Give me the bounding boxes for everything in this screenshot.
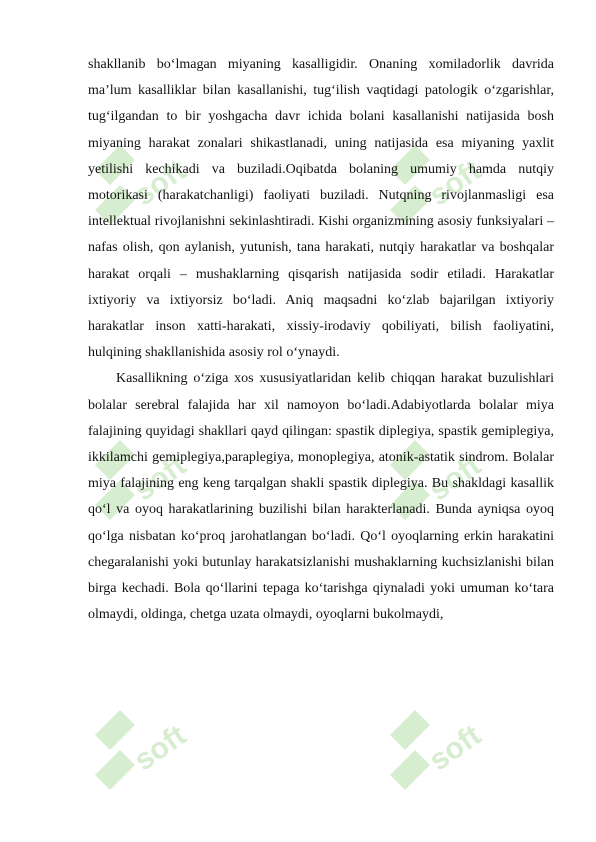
- paragraph: shakllanib bo‘lmagan miyaning kasalligidir. Onaning xomiladorlik davrida ma’lum kasalliklar bilan kasallanishi, tug‘ilish vaqtidagi patologik o‘zgarishlar, tug‘ilgandan to bir yoshgacha davr ichida bolani kasallanishi natijasida bosh miyaning harakat zonalari shikastlanadi, uning natijasida esa miyaning yaxlit yetilishi kechikadi va buziladi.Oqibatda bolaning umumiy hamda nutqiy motorikasi (harakatchanligi) faoliyati buziladi. Nutqning rivojlanmasligi esa intellektual rivojlanishni sekinlashtiradi. Kishi organizmining asosiy funksiyalari – nafas olish, qon aylanish, yutunish, tana harakati, nutqiy harakatlar va boshqalar harakat orqali – mushaklarning qisqarish natijasida sodir etiladi. Harakatlar ixtiyoriy va ixtiyorsiz bo‘ladi. Aniq maqsadni ko‘zlab bajarilgan ixtiyoriy harakatlar inson xatti-harakati, xissiy-irodaviy qobiliyati, bilish faoliyatini, hulqining shakllanishida asosiy rol o‘ynaydi.: [88, 57, 554, 361]
- svg-text:soft: soft: [423, 448, 488, 508]
- document-body: [88, 52, 554, 628]
- svg-text:soft: soft: [128, 153, 193, 213]
- svg-text:soft: soft: [423, 718, 488, 778]
- svg-text:soft: soft: [128, 448, 193, 508]
- svg-text:soft: soft: [128, 718, 193, 778]
- svg-text:soft: soft: [423, 153, 488, 213]
- watermark-logo: [75, 665, 205, 815]
- watermark-logo: [370, 665, 500, 815]
- paragraph: Kasallikning o‘ziga xos xususiyatlaridan kelib chiqqan harakat buzulishlari bolalar serebral falajida har xil namoyon bo‘ladi.Adabiyotlarda bolalar miya falajining quyidagi shakllari qayd qilingan: spastik diplegiya, spastik gemiplegiya, ikkilamchi gemiplegiya,paraplegiya, monoplegiya, atonik-astatik sindrom. Bolalar miya falajining eng keng tarqalgan shakli spastik diplegiya. Bu shakldagi kasallik qo‘l va oyoq harakatlarining buzilishi bilan harakterlanadi. Bunda ayniqsa oyoq qo‘lga nisbatan ko‘proq jarohatlangan bo‘ladi. Qo‘l oyoqlarning erkin harakatini chegaralanishi yoki butunlay harakatsizlanishi mushaklarning kuchsizlanishi bilan birga kechadi. Bola qo‘llarini tepaga ko‘tarishga qiynaladi yoki umuman ko‘tara olmaydi, oldinga, chetga uzata olmaydi, oyoqlarni bukolmaydi,: [88, 371, 554, 623]
